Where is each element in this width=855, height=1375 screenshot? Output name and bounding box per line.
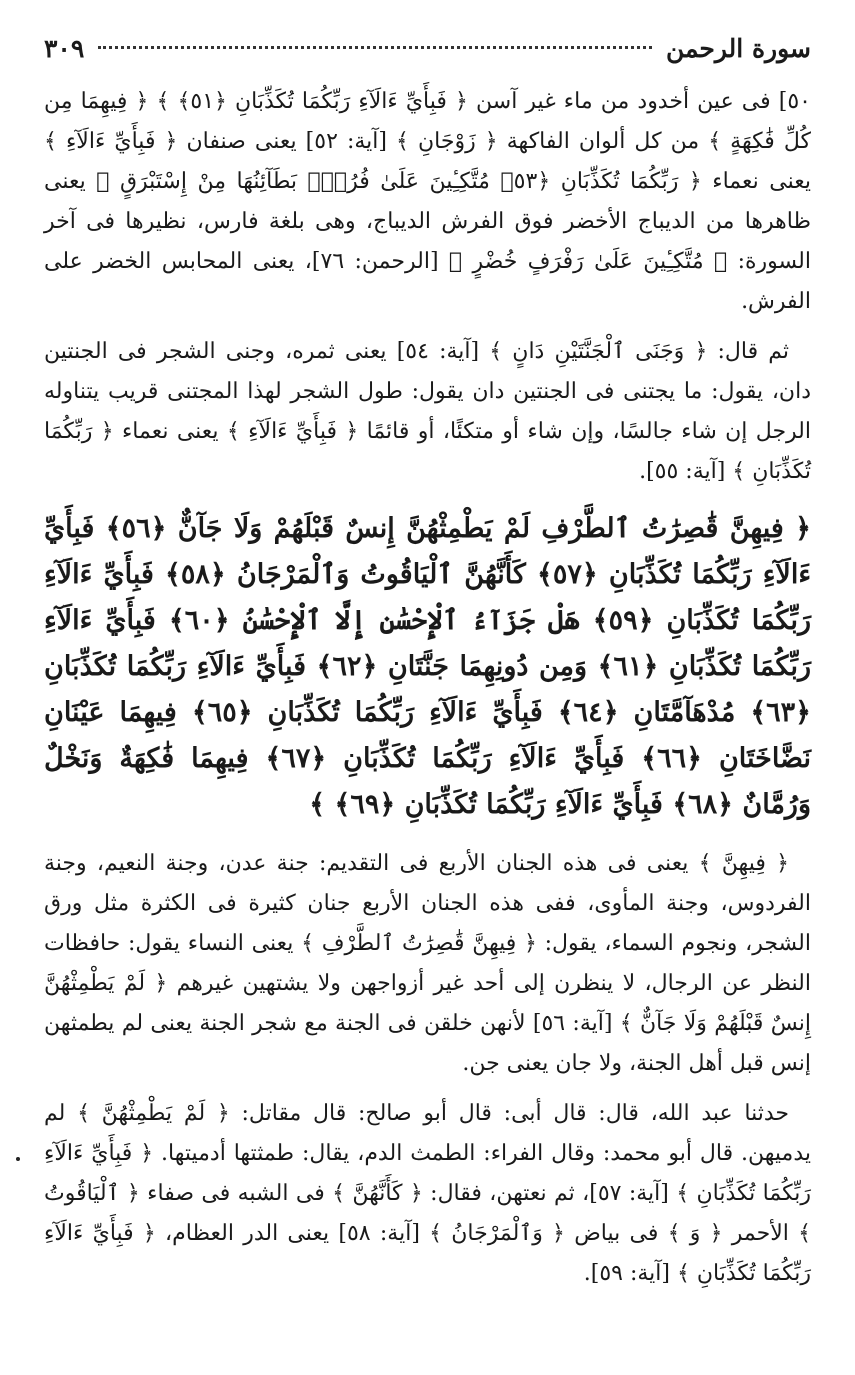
paragraph-commentary-1: ٥٠] فى عين أخدود من ماء غير آسن ﴿ فَبِأَيِّ ءَالَآءِ رَبِّكُمَا تُكَذِّبَانِ ﴿٥١﴾ ﴾ ﴿ فِيهِمَا مِن كُلِّ فَٰكِهَةٍ ﴾ من كل ألوان الفاكهة ﴿ زَوْجَانِ ﴾ [آية: ٥٢] يعنى صنفان ﴿ فَبِأَيِّ ءَالَآءِ ﴾ يعنى نعماء ﴿ رَبِّكُمَا تُكَذِّبَانِ ﴿٥٣﴾ مُتَّكِـِٔينَ عَلَىٰ فُرُشٍۭ بَطَآئِنُهَا مِنْ إِسْتَبْرَقٍ ﴾ يعنى ظاهرها من الديباج الأخضر فوق الفرش الديباج، وهى بلغة فارس، نظيرها فى آخر السورة: ﴿ مُتَّكِـِٔينَ عَلَىٰ رَفْرَفٍ خُضْرٍ ﴾ [الرحمن: ٧٦]، يعنى المحابس الخضر على الفرش. (44, 89, 811, 314)
surah-title: سورة الرحمن (665, 34, 811, 63)
paragraph-commentary-2: ثم قال: ﴿ وَجَنَى ٱلْجَنَّتَيْنِ دَانٍ ﴾ [آية: ٥٤] يعنى ثمره، وجنى الشجر فى الجنتين دان، يقول: ما يجتنى فى الجنتين دان يقول: طول الشجر لهذا المجتنى قريب يتناوله الرجل إن شاء جالسًا، وإن شاء أو متكئًا، أو قائمًا ﴿ فَبِأَيِّ ءَالَآءِ ﴾ يعنى نعماء ﴿ رَبِّكُمَا تُكَذِّبَانِ ﴾ [آية: ٥٥]. (44, 339, 811, 484)
margin-dot (16, 1157, 20, 1161)
running-header (44, 34, 811, 74)
page-number: ٣٠٩ (44, 34, 85, 63)
paragraph-commentary-3: ﴿ فِيهِنَّ ﴾ يعنى فى هذه الجنان الأربع فى التقديم: جنة عدن، وجنة النعيم، وجنة الفردوس، وجنة المأوى، ففى هذه الجنان الأربع جنان كثيرة فى الكثرة مثل ورق الشجر، ونجوم السماء، يقول: ﴿ فِيهِنَّ قَٰصِرَٰتُ ٱلطَّرْفِ ﴾ يعنى النساء يقول: حافظات النظر عن الرجال، لا ينظرن إلى أحد غير أزواجهن ولا يشتهين غيرهم ﴿ لَمْ يَطْمِثْهُنَّ إِنسٌ قَبْلَهُمْ وَلَا جَآنٌّ ﴾ [آية: ٥٦] لأنهن خلقن فى الجنة مع شجر الجنة يعنى لم يطمثهن إنس قبل أهل الجنة، ولا جان يعنى جن. (44, 851, 811, 1076)
dotted-leader (98, 46, 652, 49)
quran-verses-block: ﴿ فِيهِنَّ قَٰصِرَٰتُ ٱلطَّرْفِ لَمْ يَطْمِثْهُنَّ إِنسٌ قَبْلَهُمْ وَلَا جَآنٌّ ﴿٥٦﴾ فَبِأَيِّ ءَالَآءِ رَبِّكُمَا تُكَذِّبَانِ ﴿٥٧﴾ كَأَنَّهُنَّ ٱلْيَاقُوتُ وَٱلْمَرْجَانُ ﴿٥٨﴾ فَبِأَيِّ ءَالَآءِ رَبِّكُمَا تُكَذِّبَانِ ﴿٥٩﴾ هَلْ جَزَآءُ ٱلْإِحْسَٰنِ إِلَّا ٱلْإِحْسَٰنُ ﴿٦٠﴾ فَبِأَيِّ ءَالَآءِ رَبِّكُمَا تُكَذِّبَانِ ﴿٦١﴾ وَمِن دُونِهِمَا جَنَّتَانِ ﴿٦٢﴾ فَبِأَيِّ ءَالَآءِ رَبِّكُمَا تُكَذِّبَانِ ﴿٦٣﴾ مُدْهَآمَّتَانِ ﴿٦٤﴾ فَبِأَيِّ ءَالَآءِ رَبِّكُمَا تُكَذِّبَانِ ﴿٦٥﴾ فِيهِمَا عَيْنَانِ نَضَّاخَتَانِ ﴿٦٦﴾ فَبِأَيِّ ءَالَآءِ رَبِّكُمَا تُكَذِّبَانِ ﴿٦٧﴾ فِيهِمَا فَٰكِهَةٌ وَنَخْلٌ وَرُمَّانٌ ﴿٦٨﴾ فَبِأَيِّ ءَالَآءِ رَبِّكُمَا تُكَذِّبَانِ ﴿٦٩﴾ ﴾ (44, 513, 812, 820)
paragraph-commentary-4: حدثنا عبد الله، قال: قال أبى: قال أبو صالح: قال مقاتل: ﴿ لَمْ يَطْمِثْهُنَّ ﴾ لم يدميهن. قال أبو محمد: وقال الفراء: الطمث الدم، يقال: طمثتها أدميتها. ﴿ فَبِأَيِّ ءَالَآءِ رَبِّكُمَا تُكَذِّبَانِ ﴾ [آية: ٥٧]، ثم نعتهن، فقال: ﴿ كَأَنَّهُنَّ ﴾ فى الشبه فى صفاء ﴿ ٱلْيَاقُوتُ ﴾ الأحمر ﴿ وَ ﴾ فى بياض ﴿ وَٱلْمَرْجَانُ ﴾ [آية: ٥٨] يعنى الدر العظام، ﴿ فَبِأَيِّ ءَالَآءِ رَبِّكُمَا تُكَذِّبَانِ ﴾ [آية: ٥٩]. (44, 1101, 811, 1286)
